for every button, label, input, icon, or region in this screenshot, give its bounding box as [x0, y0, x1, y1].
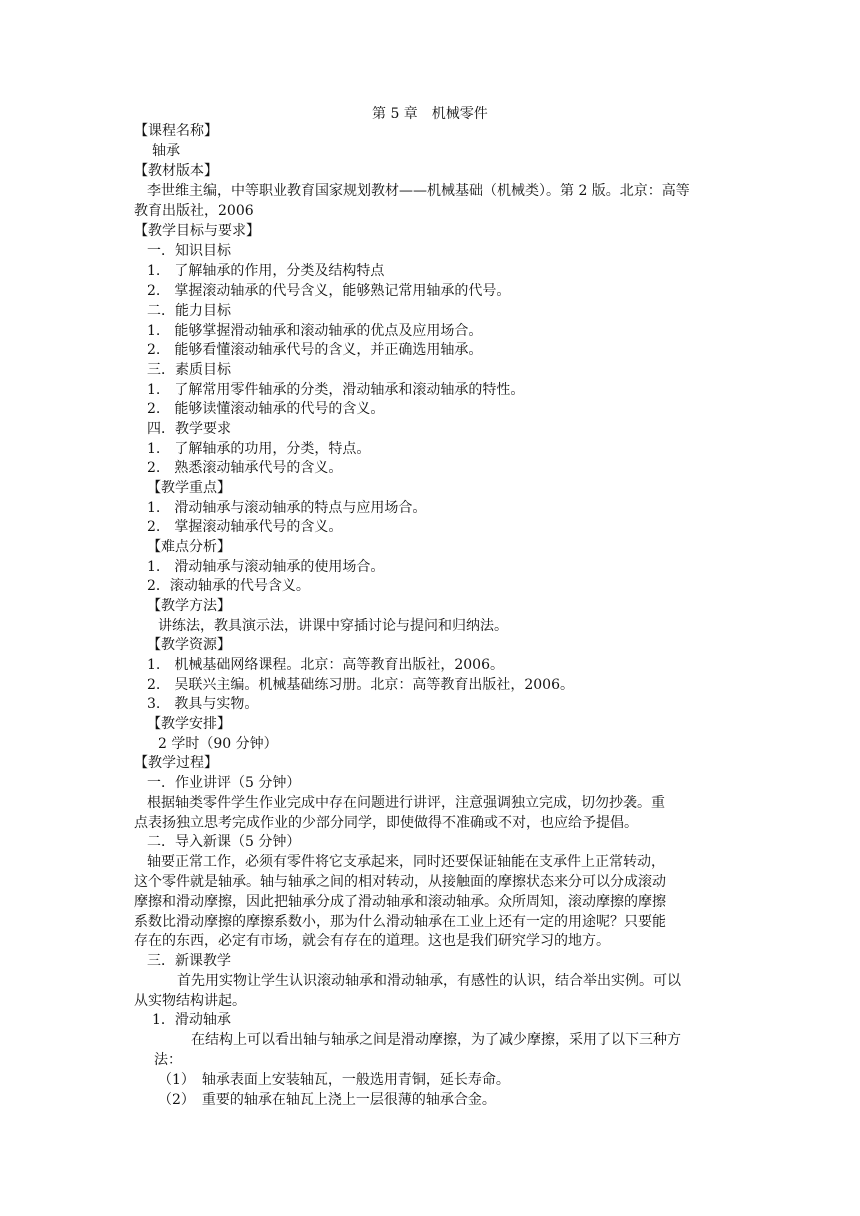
section-heading: 【教学目标与要求】	[134, 223, 260, 239]
body-paragraph: 轴要正常工作，必须有零件将它支承起来，同时还要保证轴能在支承件上正常转动，	[147, 854, 665, 870]
list-item: 2. 掌握滚动轴承代号的含义。	[147, 519, 343, 535]
list-item: 1. 滑动轴承与滚动轴承的使用场合。	[147, 559, 385, 575]
section-heading: 【教学重点】	[147, 480, 231, 496]
body-paragraph: 这个零件就是轴承。轴与轴承之间的相对转动，从接触面的摩擦状态来分可以分成滚动	[134, 874, 666, 890]
body-paragraph: 讲练法，教具演示法，讲课中穿插讨论与提问和归纳法。	[158, 618, 508, 634]
section-heading: 【教学安排】	[147, 716, 231, 732]
body-paragraph: 系数比滑动摩擦的摩擦系数小，那为什么滑动轴承在工业上还有一定的用途呢？只要能	[134, 914, 666, 930]
section-heading: 【教学过程】	[134, 755, 218, 771]
textbook-info: 李世维主编，中等职业教育国家规划教材——机械基础（机械类）。第 2 版。北京：高等	[147, 183, 690, 199]
subsection-heading: 二．能力目标	[147, 303, 231, 319]
section-heading: 【教学方法】	[147, 598, 231, 614]
subsection-heading: 四．教学要求	[147, 421, 231, 437]
subsection-heading: 二．导入新课（5 分钟）	[147, 834, 301, 850]
list-item: 1. 了解轴承的功用，分类，特点。	[147, 441, 371, 457]
body-paragraph: 首先用实物让学生认识滚动轴承和滑动轴承，有感性的认识，结合举出实例。可以	[177, 973, 681, 989]
course-name: 轴承	[152, 143, 180, 159]
body-paragraph: 在结构上可以看出轴与轴承之间是滑动摩擦，为了减少摩擦，采用了以下三种方	[191, 1032, 681, 1048]
body-paragraph: 2 学时（90 分钟）	[158, 736, 278, 752]
subsection-heading: 一．作业讲评（5 分钟）	[147, 775, 301, 791]
list-item: 1. 了解常用零件轴承的分类，滑动轴承和滚动轴承的特性。	[147, 382, 525, 398]
list-item: 2. 吴联兴主编。机械基础练习册。北京：高等教育出版社，2006。	[147, 677, 574, 693]
list-item: 3. 教具与实物。	[147, 696, 259, 712]
list-item: 2. 能够读懂滚动轴承的代号的含义。	[147, 401, 385, 417]
section-heading: 【教学资源】	[147, 637, 231, 653]
list-item: （2） 重要的轴承在轴瓦上浇上一层很薄的轴承合金。	[158, 1092, 496, 1108]
body-paragraph: 存在的东西，必定有市场，就会有存在的道理。这也是我们研究学习的地方。	[134, 933, 610, 949]
list-item: 2. 掌握滚动轴承的代号含义，能够熟记常用轴承的代号。	[147, 283, 511, 299]
list-item: 1. 能够掌握滑动轴承和滚动轴承的优点及应用场合。	[147, 323, 483, 339]
list-item: 1. 了解轴承的作用，分类及结构特点	[147, 263, 385, 279]
list-item: （1） 轴承表面上安装轴瓦，一般选用青铜，延长寿命。	[158, 1072, 510, 1088]
body-paragraph: 点表扬独立思考完成作业的少部分同学，即使做得不准确或不对，也应给予提倡。	[134, 815, 638, 831]
body-paragraph: 根据轴类零件学生作业完成中存在问题进行讲评，注意强调独立完成，切勿抄袭。重	[147, 795, 665, 811]
chapter-title: 第 5 章 机械零件	[372, 106, 488, 122]
list-item: 2．滚动轴承的代号含义。	[147, 578, 310, 594]
list-item: 2. 熟悉滚动轴承代号的含义。	[147, 460, 343, 476]
subsection-heading: 1．滑动轴承	[152, 1012, 231, 1028]
body-paragraph: 摩擦和滑动摩擦，因此把轴承分成了滑动轴承和滚动轴承。众所周知，滚动摩擦的摩擦	[134, 894, 666, 910]
list-item: 1. 滑动轴承与滚动轴承的特点与应用场合。	[147, 500, 427, 516]
body-paragraph: 法：	[154, 1052, 182, 1068]
section-heading: 【教材版本】	[134, 163, 218, 179]
subsection-heading: 三．新课教学	[147, 953, 231, 969]
section-heading: 【课程名称】	[134, 123, 218, 139]
textbook-info: 教育出版社，2006	[134, 203, 254, 219]
list-item: 2. 能够看懂滚动轴承代号的含义，并正确选用轴承。	[147, 342, 483, 358]
subsection-heading: 一．知识目标	[147, 243, 231, 259]
list-item: 1. 机械基础网络课程。北京：高等教育出版社，2006。	[147, 657, 504, 673]
section-heading: 【难点分析】	[147, 539, 231, 555]
body-paragraph: 从实物结构讲起。	[134, 993, 246, 1009]
subsection-heading: 三．素质目标	[147, 362, 231, 378]
